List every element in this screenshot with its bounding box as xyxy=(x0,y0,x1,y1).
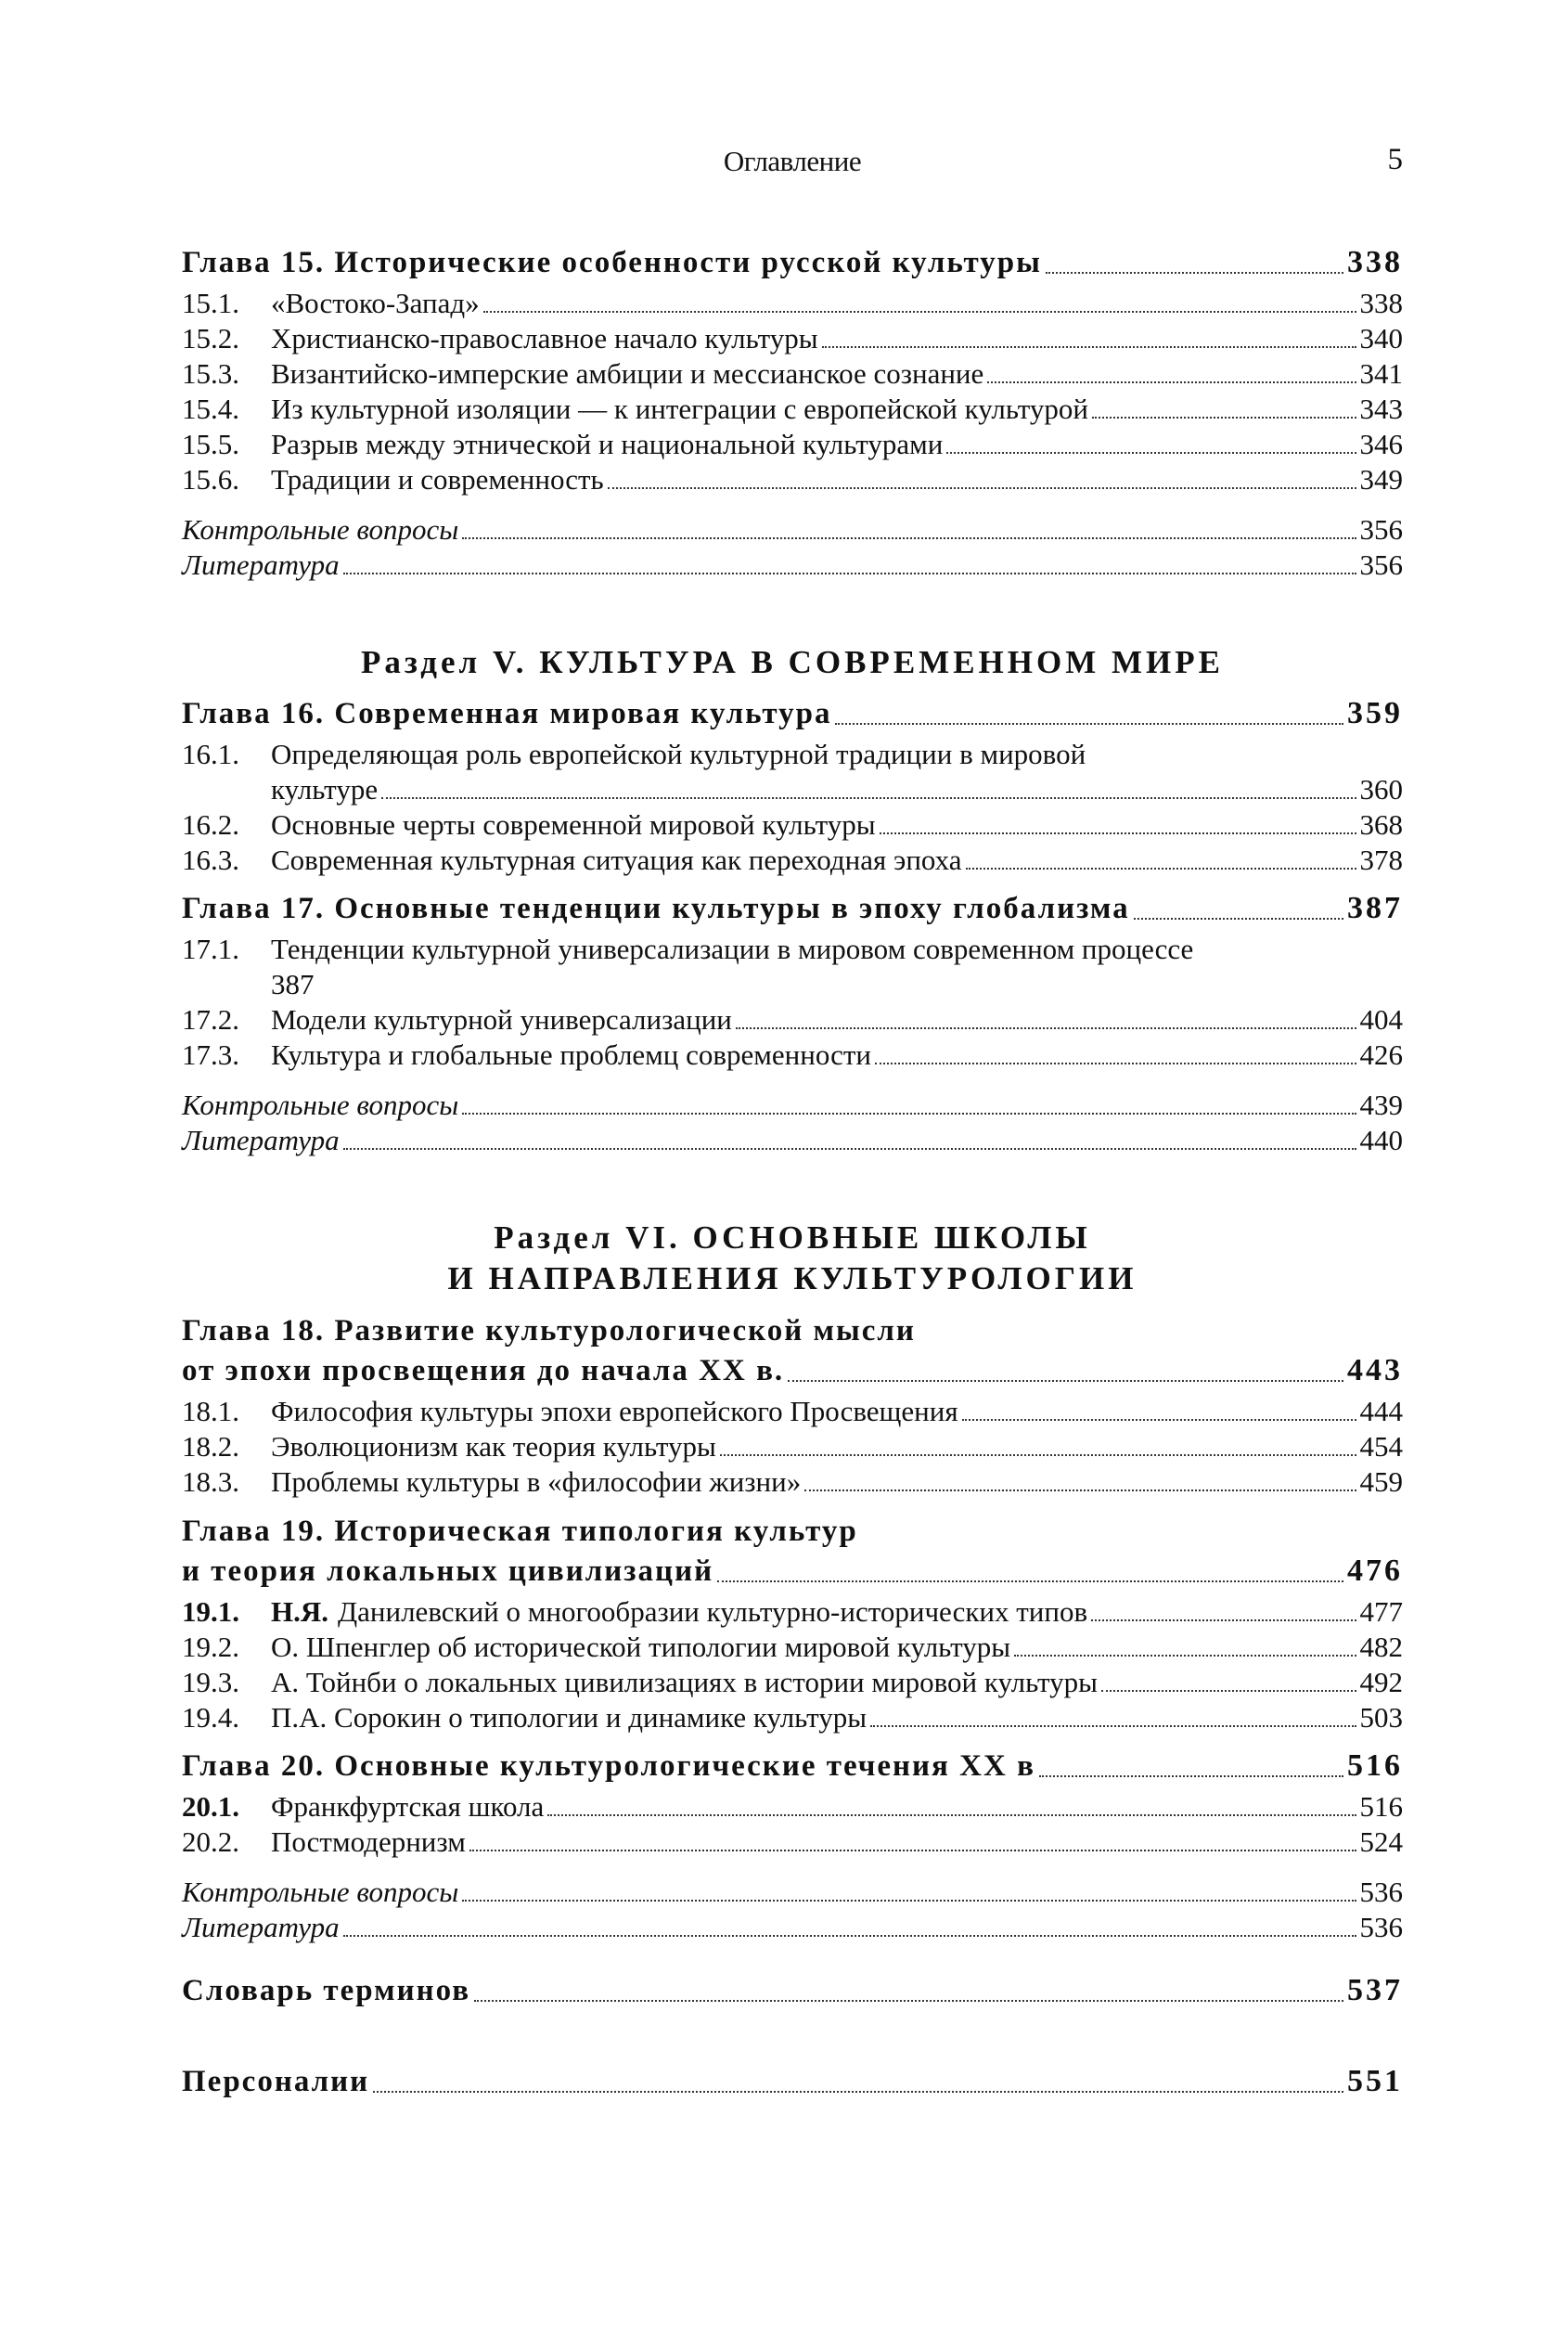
section-heading-5: Раздел V. КУЛЬТУРА В СОВРЕМЕННОМ МИРЕ xyxy=(361,644,1224,680)
toc-questions[interactable] xyxy=(182,1088,1403,1123)
toc-page-number: 454 xyxy=(1359,1430,1403,1463)
toc-item[interactable] xyxy=(182,392,1403,427)
toc-page-number: 404 xyxy=(1359,1003,1403,1036)
toc-item[interactable] xyxy=(182,1789,1403,1825)
toc-item[interactable] xyxy=(182,932,1403,967)
toc-chapter-title: от эпохи просвещения до начала XX в. xyxy=(182,1354,785,1387)
toc-item-title: Разрыв между этнической и национальной культурами xyxy=(271,428,944,460)
toc-item[interactable] xyxy=(182,843,1403,878)
toc-persons[interactable] xyxy=(182,2062,1403,2101)
toc-page-number: 503 xyxy=(1359,1701,1403,1734)
toc-item-number: 16.2. xyxy=(182,808,239,841)
toc-leader-dots xyxy=(343,573,1356,574)
toc-page-number: 516 xyxy=(1347,1748,1403,1783)
toc-page-number: 459 xyxy=(1359,1465,1403,1498)
toc-item-continuation[interactable] xyxy=(182,772,1403,807)
toc-chapter-title: Персоналии xyxy=(182,2065,370,2098)
toc-page-number: 356 xyxy=(1359,513,1403,546)
toc-item[interactable] xyxy=(182,807,1403,843)
toc-item[interactable] xyxy=(182,321,1403,356)
toc-questions[interactable] xyxy=(182,512,1403,548)
toc-leader-dots xyxy=(474,2000,1343,2002)
toc-page-number: 439 xyxy=(1359,1089,1403,1121)
toc-item[interactable] xyxy=(182,286,1403,321)
toc-leader-dots xyxy=(483,311,1356,313)
toc-page-number: 340 xyxy=(1359,322,1403,355)
toc-leader-dots xyxy=(469,1850,1356,1851)
toc-item-title: Тенденции культурной универсализации в мировом современном процессе xyxy=(271,933,1194,965)
toc-chapter-19[interactable] xyxy=(182,1552,1403,1591)
toc-item-title: Данилевский о многообразии культурно-исторических типов xyxy=(338,1595,1088,1628)
toc-page-number: 537 xyxy=(1347,1973,1403,2007)
toc-leader-dots xyxy=(788,1380,1343,1382)
toc-item-title: О. Шпенглер об исторической типологии мировой культуры xyxy=(271,1631,1011,1663)
toc-leader-dots xyxy=(962,1419,1356,1421)
toc-item-author: Н.Я. xyxy=(271,1595,328,1628)
toc-item-number: 15.2. xyxy=(182,322,239,355)
toc-leader-dots xyxy=(462,1900,1356,1902)
toc-chapter-title: и теория локальных цивилизаций xyxy=(182,1554,714,1588)
toc-item-number: 15.3. xyxy=(182,357,239,390)
toc-chapter-15[interactable] xyxy=(182,243,1403,282)
toc-leader-dots xyxy=(1039,1775,1343,1777)
toc-page-number: 346 xyxy=(1359,428,1403,460)
toc-item-title: Контрольные вопросы xyxy=(182,513,459,546)
toc-chapter-19-line1[interactable]: Глава 19. Историческая типология культур xyxy=(182,1515,858,1548)
toc-leader-dots xyxy=(373,2091,1343,2093)
toc-item[interactable] xyxy=(182,1429,1403,1464)
toc-leader-dots xyxy=(736,1027,1356,1029)
toc-item-title: Основные черты современной мировой культуры xyxy=(271,808,876,841)
toc-page-number: 359 xyxy=(1347,696,1403,730)
toc-page-number: 338 xyxy=(1359,287,1403,319)
toc-page-number: 387 xyxy=(271,968,315,1000)
toc-item[interactable] xyxy=(182,1038,1403,1073)
toc-page-number: 444 xyxy=(1359,1395,1403,1427)
toc-page-number: 477 xyxy=(1359,1595,1403,1628)
toc-item-number: 19.3. xyxy=(182,1666,239,1698)
toc-chapter-18[interactable] xyxy=(182,1351,1403,1390)
toc-item[interactable] xyxy=(182,356,1403,392)
toc-item-title: Из культурной изоляции — к интеграции с европейской культурой xyxy=(271,393,1089,425)
toc-item-number: 18.1. xyxy=(182,1395,239,1427)
toc-item[interactable] xyxy=(182,1700,1403,1735)
toc-item-number: 15.1. xyxy=(182,287,239,319)
toc-item-title: Модели культурной универсализации xyxy=(271,1003,732,1036)
toc-chapter-17[interactable] xyxy=(182,889,1403,928)
toc-item-title: Постмодернизм xyxy=(271,1825,466,1858)
toc-page-number: 551 xyxy=(1347,2064,1403,2098)
toc-item-number: 16.3. xyxy=(182,844,239,876)
toc-page-number: 524 xyxy=(1359,1825,1403,1858)
toc-page-number: 426 xyxy=(1359,1038,1403,1071)
toc-item-title: Литература xyxy=(182,1911,340,1943)
toc-leader-dots xyxy=(1091,1619,1356,1621)
toc-item-title: Эволюционизм как теория культуры xyxy=(271,1430,716,1463)
toc-leader-dots xyxy=(608,487,1356,489)
toc-item-title: Контрольные вопросы xyxy=(182,1876,459,1908)
toc-item[interactable] xyxy=(182,737,1403,772)
toc-item-title: Литература xyxy=(182,1124,340,1156)
running-head-page-number: 5 xyxy=(1387,143,1403,176)
toc-item[interactable] xyxy=(182,1594,1403,1630)
toc-leader-dots xyxy=(835,723,1343,725)
toc-chapter-16[interactable] xyxy=(182,694,1403,733)
toc-item-continuation[interactable] xyxy=(182,967,1403,1002)
toc-item-number: 19.1. xyxy=(182,1595,239,1628)
toc-leader-dots xyxy=(880,832,1356,834)
toc-item-title-line1: Определяющая роль европейской культурной традиции в мировой xyxy=(271,738,1086,770)
toc-item[interactable] xyxy=(182,427,1403,462)
toc-questions[interactable] xyxy=(182,1875,1403,1910)
toc-item[interactable] xyxy=(182,1002,1403,1038)
toc-leader-dots xyxy=(870,1725,1356,1727)
toc-item-number: 18.2. xyxy=(182,1430,239,1463)
toc-chapter-title: Словарь терминов xyxy=(182,1974,471,2007)
toc-item[interactable] xyxy=(182,1394,1403,1429)
toc-leader-dots xyxy=(822,346,1356,348)
toc-chapter-title: Глава 15. Исторические особенности русской культуры xyxy=(182,246,1042,279)
toc-leader-dots xyxy=(804,1489,1356,1491)
toc-literature[interactable] xyxy=(182,548,1403,583)
toc-page-number: 476 xyxy=(1347,1554,1403,1588)
toc-item-number: 20.1. xyxy=(182,1790,239,1823)
toc-page xyxy=(182,139,1403,2105)
toc-leader-dots xyxy=(381,797,1356,799)
toc-item[interactable] xyxy=(182,1825,1403,1860)
toc-page-number: 440 xyxy=(1359,1124,1403,1156)
toc-literature[interactable] xyxy=(182,1910,1403,1945)
toc-leader-dots xyxy=(343,1935,1356,1937)
toc-glossary[interactable] xyxy=(182,1971,1403,2010)
toc-leader-dots xyxy=(1046,272,1343,274)
section-heading-6-line2: И НАПРАВЛЕНИЯ КУЛЬТУРОЛОГИИ xyxy=(447,1260,1137,1296)
toc-page-number: 378 xyxy=(1359,844,1403,876)
toc-item-title: Современная культурная ситуация как переходная эпоха xyxy=(271,844,962,876)
toc-item-number: 17.1. xyxy=(182,933,239,965)
toc-item-title: Традиции и современность xyxy=(271,463,604,496)
toc-item-number: 17.3. xyxy=(182,1038,239,1071)
toc-item-title: П.А. Сорокин о типологии и динамике культуры xyxy=(271,1701,868,1734)
toc-item-number: 19.2. xyxy=(182,1631,239,1663)
toc-leader-dots xyxy=(987,381,1356,383)
toc-page-number: 443 xyxy=(1347,1353,1403,1387)
toc-item-number: 15.6. xyxy=(182,463,239,496)
toc-page-number: 387 xyxy=(1347,891,1403,925)
toc-item-number: 17.2. xyxy=(182,1003,239,1036)
toc-page-number: 482 xyxy=(1359,1631,1403,1663)
toc-leader-dots xyxy=(1014,1655,1356,1657)
toc-leader-dots xyxy=(875,1063,1356,1064)
toc-item[interactable] xyxy=(182,1464,1403,1500)
toc-leader-dots xyxy=(462,1113,1356,1115)
toc-item[interactable] xyxy=(182,1630,1403,1665)
toc-item-title: Культура и глобальные проблемц современности xyxy=(271,1038,872,1071)
toc-item-title: Проблемы культуры в «философии жизни» xyxy=(271,1465,802,1498)
toc-chapter-20[interactable] xyxy=(182,1747,1403,1786)
toc-item-title: А. Тойнби о локальных цивилизациях в истории мировой культуры xyxy=(271,1666,1098,1698)
toc-leader-dots xyxy=(547,1814,1356,1816)
toc-chapter-title: Глава 20. Основные культурологические течения XX в xyxy=(182,1749,1035,1783)
toc-page-number: 356 xyxy=(1359,548,1403,581)
toc-item-title-line2: культуре xyxy=(271,773,379,806)
toc-item-title: Христианско-православное начало культуры xyxy=(271,322,818,355)
toc-item[interactable] xyxy=(182,462,1403,497)
toc-page-number: 516 xyxy=(1359,1790,1403,1823)
toc-leader-dots xyxy=(1101,1690,1356,1692)
toc-page-number: 338 xyxy=(1347,245,1403,279)
toc-item-number: 15.5. xyxy=(182,428,239,460)
toc-page-number: 536 xyxy=(1359,1911,1403,1943)
toc-chapter-title: Глава 16. Современная мировая культура xyxy=(182,697,832,730)
toc-item[interactable] xyxy=(182,1665,1403,1700)
toc-leader-dots xyxy=(946,452,1356,454)
toc-leader-dots xyxy=(720,1454,1356,1456)
toc-item-number: 18.3. xyxy=(182,1465,239,1498)
toc-leader-dots xyxy=(1092,417,1356,419)
toc-item-number: 19.4. xyxy=(182,1701,239,1734)
toc-leader-dots xyxy=(343,1148,1356,1150)
toc-page-number: 349 xyxy=(1359,463,1403,496)
toc-page-number: 341 xyxy=(1359,357,1403,390)
toc-item-title: Франкфуртская школа xyxy=(271,1790,545,1823)
toc-item-number: 16.1. xyxy=(182,738,239,770)
toc-item-title: Византийско-имперские амбиции и мессианское сознание xyxy=(271,357,984,390)
running-head-title: Оглавление xyxy=(723,145,862,177)
toc-page-number: 360 xyxy=(1359,773,1403,806)
toc-leader-dots xyxy=(462,537,1356,539)
toc-item-title: «Востоко-Запад» xyxy=(271,287,480,319)
toc-literature[interactable] xyxy=(182,1123,1403,1158)
toc-item-number: 15.4. xyxy=(182,393,239,425)
running-head xyxy=(182,139,1403,186)
toc-page-number: 368 xyxy=(1359,808,1403,841)
toc-page-number: 343 xyxy=(1359,393,1403,425)
toc-item-title: Контрольные вопросы xyxy=(182,1089,459,1121)
toc-page-number: 536 xyxy=(1359,1876,1403,1908)
toc-item-number: 20.2. xyxy=(182,1825,239,1858)
toc-leader-dots xyxy=(1134,918,1343,920)
toc-item-title: Философия культуры эпохи европейского Просвещения xyxy=(271,1395,958,1427)
toc-leader-dots xyxy=(966,868,1356,870)
section-heading-6-line1: Раздел VI. ОСНОВНЫЕ ШКОЛЫ xyxy=(494,1219,1091,1256)
toc-item-title: Литература xyxy=(182,548,340,581)
toc-page-number: 492 xyxy=(1359,1666,1403,1698)
toc-chapter-title: Глава 17. Основные тенденции культуры в эпоху глобализма xyxy=(182,892,1130,925)
toc-leader-dots xyxy=(717,1580,1343,1582)
toc-chapter-18-line1[interactable]: Глава 18. Развитие культурологической мысли xyxy=(182,1314,916,1348)
